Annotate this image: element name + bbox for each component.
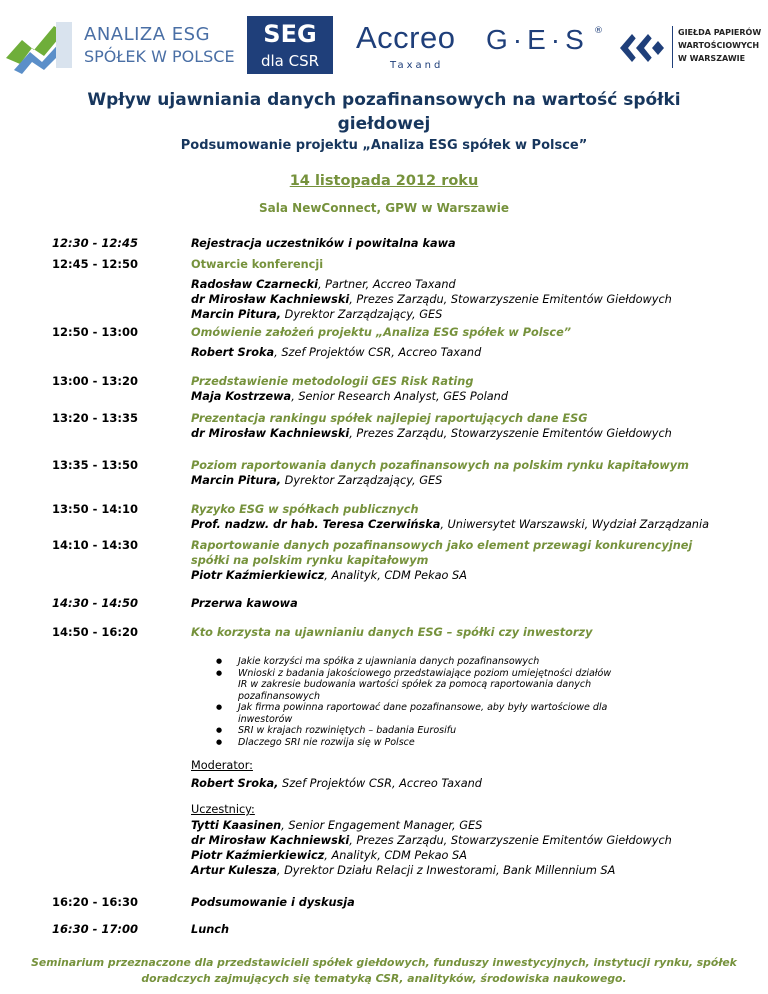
agenda-time: 14:10 - 14:30	[52, 538, 138, 552]
list-item: ● SRI w krajach rozwiniętych – badania Eurosifu	[214, 725, 644, 737]
gpw-logo	[618, 24, 768, 76]
agenda-time: 12:30 - 12:45	[52, 236, 138, 250]
agenda-time: 12:50 - 13:00	[52, 325, 138, 339]
event-venue: Sala NewConnect, GPW w Warszawie	[259, 201, 509, 215]
moderator	[191, 776, 482, 791]
speaker: dr Mirosław Kachniewski, Prezes Zarządu, Stowarzyszenie Emitentów Giełdowych	[191, 427, 672, 440]
agenda-session-title-line2: spółki na polskim rynku kapitałowym	[191, 554, 429, 567]
ges-logo-registered: ®	[594, 26, 603, 36]
speaker: Artur Kulesza, Dyrektor Działu Relacji z Inwestorami, Bank Millennium SA	[191, 864, 616, 877]
agenda-session-title: Ryzyko ESG w spółkach publicznych	[191, 503, 419, 516]
agenda-session	[191, 374, 508, 404]
agenda-session-title: Lunch	[191, 923, 230, 936]
analiza-esg-line1: ANALIZA ESG	[84, 24, 211, 45]
agenda-session-title: Prezentacja rankingu spółek najlepiej raportujących dane ESG	[191, 412, 588, 425]
speaker: dr Mirosław Kachniewski, Prezes Zarządu, Stowarzyszenie Emitentów Giełdowych	[191, 293, 672, 306]
footer-note	[30, 955, 738, 987]
accreo-logo-name: Accreo	[356, 20, 456, 55]
speaker: Robert Sroka, Szef Projektów CSR, Accreo Taxand	[191, 777, 482, 790]
agenda-session-title: Kto korzysta na ujawnianiu danych ESG – spółki czy inwestorzy	[191, 626, 593, 639]
agenda-session-title: Przedstawienie metodologii GES Risk Rating	[191, 375, 474, 388]
speaker: Tytti Kaasinen, Senior Engagement Manager, GES	[191, 819, 483, 832]
agenda-time: 16:20 - 16:30	[52, 895, 138, 909]
agenda-time: 14:30 - 14:50	[52, 596, 138, 610]
agenda-session	[191, 458, 689, 488]
speaker: dr Mirosław Kachniewski, Prezes Zarządu, Stowarzyszenie Emitentów Giełdowych	[191, 834, 672, 847]
speaker: Prof. nadzw. dr hab. Teresa Czerwińska, Uniwersytet Warszawski, Wydział Zarządzania	[191, 518, 710, 531]
participants-label: Uczestnicy:	[191, 803, 255, 816]
agenda-session-title: Omówienie założeń projektu „Analiza ESG spółek w Polsce”	[191, 326, 572, 339]
agenda-session-title: Otwarcie konferencji	[191, 258, 324, 271]
speaker: Marcin Pitura, Dyrektor Zarządzający, GES	[191, 308, 443, 321]
ges-logo	[486, 24, 606, 68]
speaker: Maja Kostrzewa, Senior Research Analyst, GES Poland	[191, 390, 509, 403]
gpw-logo-line1: GIEŁDA PAPIERÓW	[678, 28, 762, 37]
speaker: Robert Sroka, Szef Projektów CSR, Accreo Taxand	[191, 346, 482, 359]
logo-bar	[0, 10, 768, 82]
speaker: Piotr Kaźmierkiewicz, Analityk, CDM Pekao SA	[191, 569, 467, 582]
analiza-esg-line2: SPÓŁEK W POLSCE	[84, 47, 235, 66]
agenda-time: 13:00 - 13:20	[52, 374, 138, 388]
seg-logo	[247, 16, 333, 74]
speaker: Marcin Pitura, Dyrektor Zarządzający, GES	[191, 474, 443, 487]
ges-logo-name: G·E·S	[486, 24, 589, 55]
seg-logo-bottom: dla CSR	[260, 52, 320, 70]
agenda-time: 13:50 - 14:10	[52, 502, 138, 516]
agenda-time: 12:45 - 12:50	[52, 257, 138, 271]
speaker-list	[191, 277, 672, 322]
footer-line2: doradczych zajmujących się tematyką CSR, analityków, środowiska naukowego.	[141, 972, 627, 985]
agenda-session-title: Rejestracja uczestników i powitalna kawa	[191, 237, 456, 250]
gpw-logo-line3: W WARSZAWIE	[678, 54, 746, 63]
gpw-logo-line2: WARTOŚCIOWYCH	[678, 41, 760, 50]
list-item: ● Dlaczego SRI nie rozwija się w Polsce	[214, 737, 644, 749]
agenda-session	[191, 538, 692, 583]
analiza-esg-emblem-icon	[4, 18, 74, 74]
agenda-session-title-line1: Raportowanie danych pozafinansowych jako element przewagi konkurencyjnej	[191, 539, 693, 552]
seg-logo-top: SEG	[263, 20, 317, 48]
agenda-time: 16:30 - 17:00	[52, 922, 138, 936]
list-item: ● Wnioski z badania jakościowego przedstawiające poziom umiejętności działów IR w zakresie budowania wartości spółek za pomocą raportowania danych pozafinansowych	[214, 668, 618, 703]
participants-list	[191, 818, 672, 878]
agenda-time: 13:20 - 13:35	[52, 411, 138, 425]
agenda-session-title: Poziom raportowania danych pozafinansowych na polskim rynku kapitałowym	[191, 459, 689, 472]
agenda-session	[191, 502, 709, 532]
agenda-session	[191, 411, 672, 441]
page-title: Wpływ ujawniania danych pozafinansowych na wartość spółki giełdowej	[87, 90, 681, 134]
list-item: ● Jak firma powinna raportować dane pozafinansowe, aby były wartościowe dla inwestorów	[214, 702, 618, 725]
analiza-esg-logo	[4, 18, 235, 74]
footer-line1: Seminarium przeznaczone dla przedstawicieli spółek giełdowych, funduszy inwestycyjnych, instytucji rynku, spółek	[31, 956, 737, 969]
speaker: Radosław Czarnecki, Partner, Accreo Taxand	[191, 278, 456, 291]
speaker-list	[191, 345, 481, 360]
speaker: Piotr Kaźmierkiewicz, Analityk, CDM Pekao SA	[191, 849, 467, 862]
agenda-time: 14:50 - 16:20	[52, 625, 138, 639]
accreo-taxand-logo	[356, 20, 468, 72]
accreo-logo-sub: Taxand	[390, 60, 444, 71]
agenda-time: 13:35 - 13:50	[52, 458, 138, 472]
agenda-session-title: Przerwa kawowa	[191, 597, 298, 610]
event-date: 14 listopada 2012 roku	[289, 173, 479, 189]
topic-bullet-list	[214, 656, 644, 748]
gpw-emblem-icon	[618, 26, 666, 70]
agenda-session-title: Podsumowanie i dyskusja	[191, 896, 355, 909]
moderator-label: Moderator:	[191, 759, 253, 772]
page-subtitle: Podsumowanie projektu „Analiza ESG spółek w Polsce”	[180, 138, 588, 153]
list-item: ● Jakie korzyści ma spółka z ujawniania danych pozafinansowych	[214, 656, 644, 668]
